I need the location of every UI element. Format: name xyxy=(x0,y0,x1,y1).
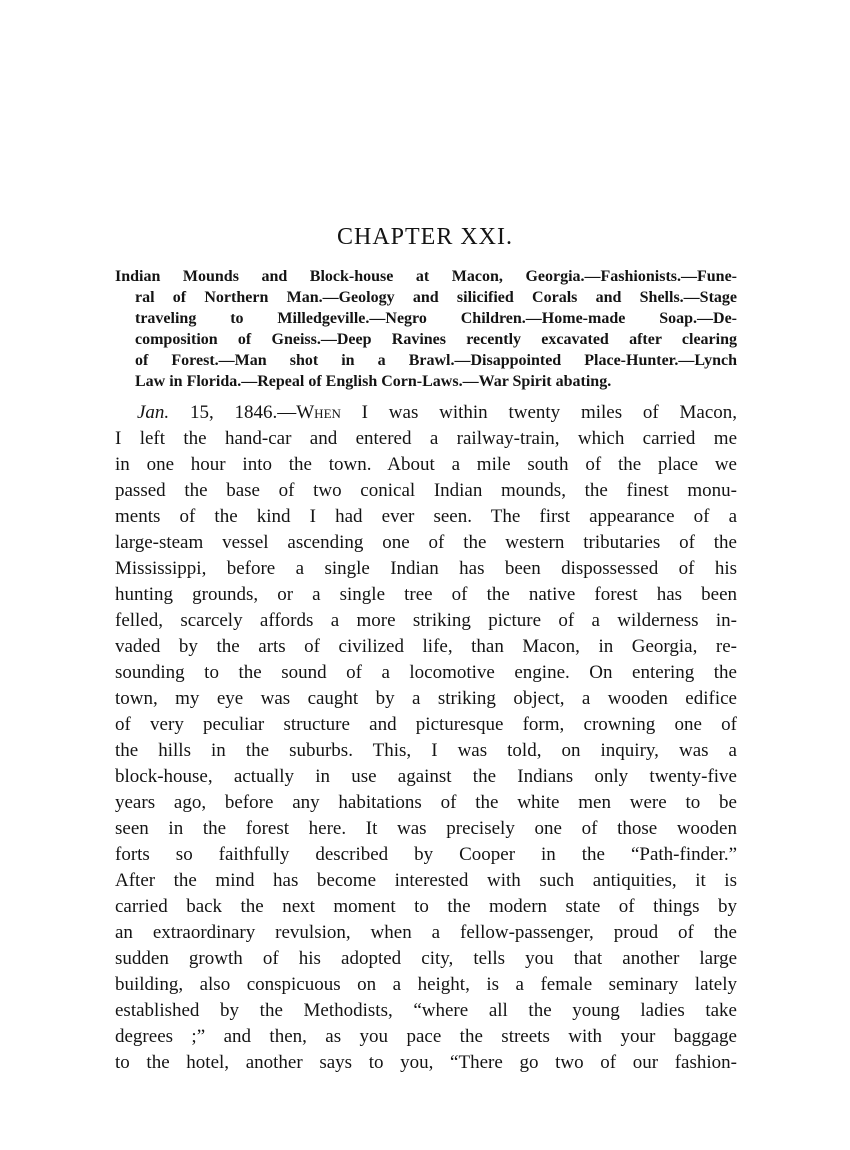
summary-line: composition of Gneiss.—Deep Ravines recently excavated after clearing xyxy=(135,331,737,348)
body-line: After the mind has become interested with such antiquities, it is xyxy=(115,870,737,891)
body-line: in one hour into the town. About a mile south of the place we xyxy=(115,454,737,475)
body-line: years ago, before any habitations of the white men were to be xyxy=(115,792,737,813)
date-month: Jan. xyxy=(137,402,170,423)
summary-line: ral of Northern Man.—Geology and silicified Corals and Shells.—Stage xyxy=(135,289,737,306)
body-line: large-steam vessel ascending one of the western tributaries of the xyxy=(115,532,737,553)
body-line: the hills in the suburbs. This, I was told, on inquiry, was a xyxy=(115,740,737,761)
body-line: sounding to the sound of a locomotive engine. On entering the xyxy=(115,662,737,683)
body-line: carried back the next moment to the modern state of things by xyxy=(115,896,737,917)
body-line: hunting grounds, or a single tree of the native forest has been xyxy=(115,584,737,605)
body-line: passed the base of two conical Indian mounds, the finest monu- xyxy=(115,480,737,501)
summary-line: Indian Mounds and Block-house at Macon, Georgia.—Fashionists.—Fune- xyxy=(115,268,737,285)
body-line: forts so faithfully described by Cooper in the “Path-finder.” xyxy=(115,844,737,865)
body-line: to the hotel, another says to you, “There go two of our fashion- xyxy=(115,1052,737,1073)
body-line: an extraordinary revulsion, when a fellow-passenger, proud of the xyxy=(115,922,737,943)
body-line: block-house, actually in use against the Indians only twenty-five xyxy=(115,766,737,787)
first-word: When xyxy=(296,402,341,423)
body-line: building, also conspicuous on a height, is a female seminary lately xyxy=(115,974,737,995)
body-line: Mississippi, before a single Indian has been dispossessed of his xyxy=(115,558,737,579)
body-line: I left the hand-car and entered a railway-train, which carried me xyxy=(115,428,737,449)
first-line-rest: I was within twenty miles of Macon, xyxy=(340,402,737,423)
body-line: seen in the forest here. It was precisely one of those wooden xyxy=(115,818,737,839)
body-line: established by the Methodists, “where all the young ladies take xyxy=(115,1000,737,1021)
summary-line: of Forest.—Man shot in a Brawl.—Disappointed Place-Hunter.—Lynch xyxy=(135,352,737,369)
summary-line: Law in Florida.—Repeal of English Corn-Laws.—War Spirit abating. xyxy=(135,373,612,390)
body-line: degrees ;” and then, as you pace the streets with your baggage xyxy=(115,1026,737,1047)
date-rest: 15, 1846.— xyxy=(169,402,297,423)
summary-line: traveling to Milledgeville.—Negro Children.—Home-made Soap.—De- xyxy=(135,310,737,327)
body-line: vaded by the arts of civilized life, than Macon, in Georgia, re- xyxy=(115,636,737,657)
body-line: felled, scarcely affords a more striking picture of a wilderness in- xyxy=(115,610,737,631)
body-first-line xyxy=(137,402,737,428)
body-line: ments of the kind I had ever seen. The first appearance of a xyxy=(115,506,737,527)
body-line: sudden growth of his adopted city, tells you that another large xyxy=(115,948,737,969)
body-line: of very peculiar structure and picturesque form, crowning one of xyxy=(115,714,737,735)
body-line: town, my eye was caught by a striking object, a wooden edifice xyxy=(115,688,737,709)
chapter-title: CHAPTER XXI. xyxy=(336,224,513,250)
